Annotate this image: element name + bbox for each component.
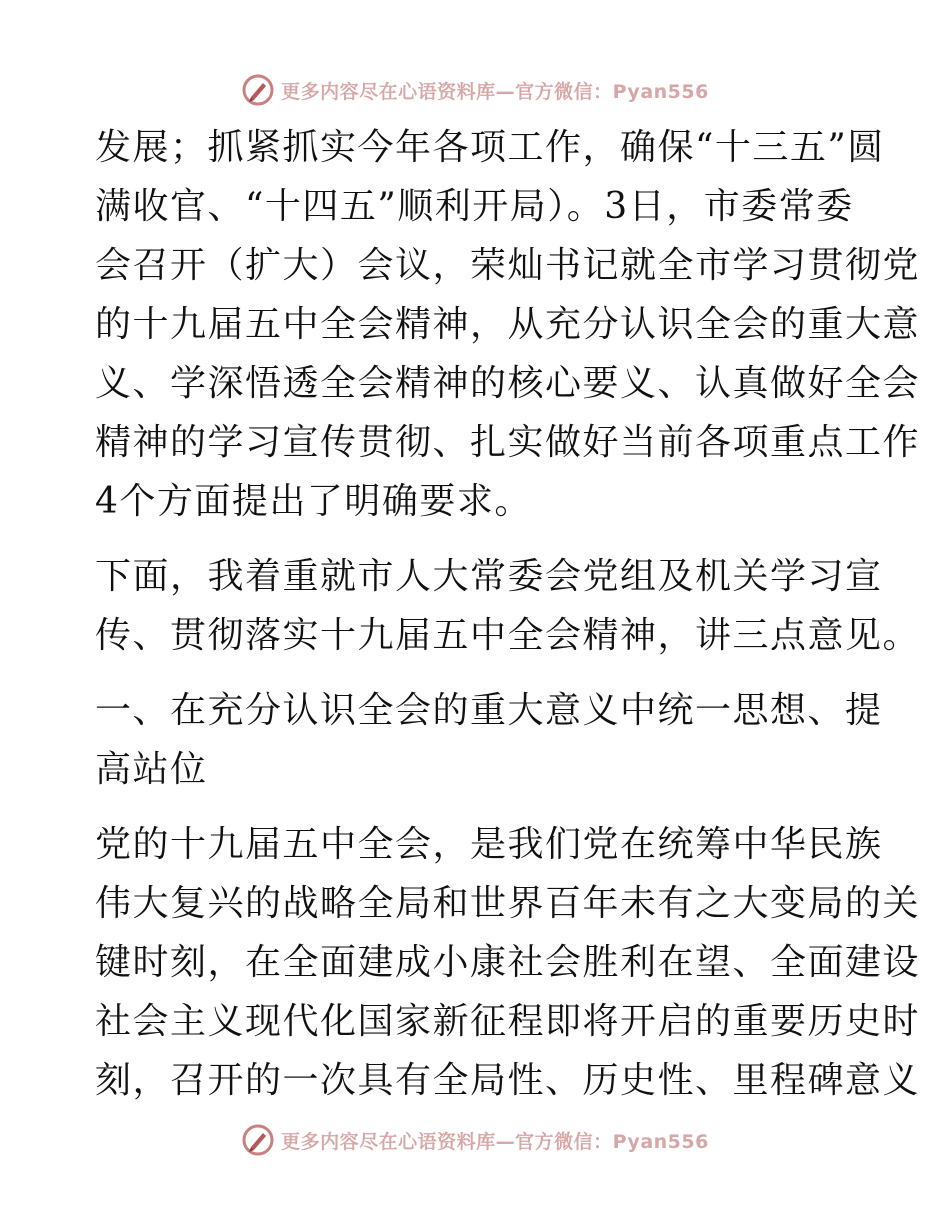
text-line: 会召开（扩大）会议，荣灿书记就全市学习贯彻党 [95, 245, 921, 286]
text-line: 的十九届五中全会精神，从充分认识全会的重大意 [95, 304, 921, 345]
text-line: 义、学深悟透全会精神的核心要义、认真做好全会 [95, 363, 921, 404]
pen-circle-logo-icon [241, 73, 275, 107]
text-line: 精神的学习宣传贯彻、扎实做好当前各项重点工作 [95, 422, 921, 463]
text-line: 伟大复兴的战略全局和世界百年未有之大变局的关 [95, 883, 921, 924]
text-line: 社会主义现代化国家新征程即将开启的重要历史时 [95, 1001, 921, 1042]
text-line: 传、贯彻落实十九届五中全会精神，讲三点意见。 [95, 615, 921, 656]
watermark-text: 更多内容尽在心语资料库—官方微信：Pyan556 [281, 1130, 709, 1153]
text-line: 4个方面提出了明确要求。 [95, 481, 532, 522]
text-line: 刻，召开的一次具有全局性、历史性、里程碑意义 [95, 1060, 921, 1101]
text-line: 发展；抓紧抓实今年各项工作，确保“十三五”圆 [95, 127, 885, 168]
document-body [95, 118, 921, 1110]
paragraph [95, 547, 921, 665]
text-line: 键时刻，在全面建成小康社会胜利在望、全面建设 [95, 942, 921, 983]
text-line: 下面，我着重就市人大常委会党组及机关学习宣 [95, 556, 883, 597]
section-heading [95, 681, 883, 799]
watermark-text: 更多内容尽在心语资料库—官方微信：Pyan556 [281, 80, 709, 103]
header-watermark [0, 70, 950, 110]
paragraph [95, 118, 921, 531]
text-line: 党的十九届五中全会，是我们党在统筹中华民族 [95, 824, 883, 865]
text-line: 高站位 [95, 749, 208, 790]
paragraph [95, 815, 921, 1110]
pen-circle-logo-icon [241, 1123, 275, 1157]
text-line: 一、在充分认识全会的重大意义中统一思想、提 [95, 690, 883, 731]
footer-watermark [0, 1120, 950, 1160]
text-line: 满收官、“十四五”顺利开局）。3日，市委常委 [95, 186, 854, 227]
